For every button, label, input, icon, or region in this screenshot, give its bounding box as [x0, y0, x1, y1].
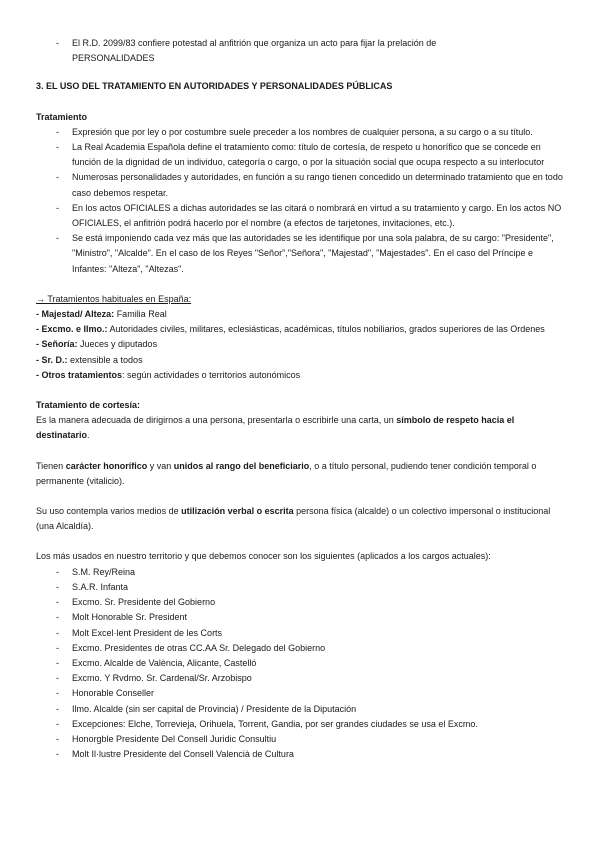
- list-item-text: Honorable Conseller: [72, 688, 155, 699]
- list-item: [36, 170, 564, 200]
- intro-list: [36, 36, 564, 66]
- list-item: [36, 641, 564, 656]
- bullet-dash: -: [56, 142, 59, 153]
- list-item: [36, 610, 564, 625]
- list-item-text: Molt Il·lustre Presidente del Consell Valencià de Cultura: [72, 749, 294, 760]
- text-span: .: [87, 430, 90, 441]
- list-item: [36, 656, 564, 671]
- list-item-text: En los actos OFICIALES a dichas autoridades se las citará o nombrará en virtud a su tratamiento y cargo. En los actos NO OFICIALES, el anfitrión podrá hacerlo por el nombre (a efectos de tarjetones, invitaciones, etc.).: [72, 202, 562, 229]
- bullet-dash: -: [56, 627, 59, 638]
- list-item: [36, 595, 564, 610]
- tratamiento-desc: Jueces y diputados: [77, 339, 158, 350]
- list-item: [36, 686, 564, 701]
- list-item: [36, 702, 564, 717]
- tratamiento-heading: Tratamiento: [36, 111, 88, 122]
- list-item-text: Excmo. Presidentes de otras CC.AA Sr. Delegado del Gobierno: [72, 642, 326, 653]
- list-item: [36, 747, 564, 762]
- list-item-text: Se está imponiendo cada vez más que las autoridades se les identifique por una sola palabra, de su cargo: "Presidente", "Ministro", "Alcalde". En el caso de los Reyes "Señor","Señora", "Majestad", "Majestades". En el caso del Príncipe e Infantes: "Alteza", "Altezas".: [72, 233, 554, 274]
- bullet-dash: -: [56, 749, 59, 760]
- cortesia-heading: Tratamiento de cortesía:: [36, 400, 141, 411]
- bullet-dash: -: [56, 703, 59, 714]
- tratamiento-row: [36, 368, 564, 383]
- text-span: Tienen: [36, 460, 66, 471]
- text-span: persona física (alcalde) o un colectivo impersonal o institucional (una Alcaldía).: [36, 506, 551, 532]
- cortesia-paragraph: [36, 459, 564, 489]
- bullet-dash: -: [56, 657, 59, 668]
- intro-line: El R.D. 2099/83 confiere potestad al anfitrión que organiza un acto para fijar la prelación de: [72, 38, 437, 48]
- bullet-dash: -: [56, 688, 59, 699]
- habituales-heading: → Tratamientos habituales en España:: [36, 293, 192, 304]
- habituales-list: [36, 307, 564, 383]
- list-item: [36, 671, 564, 686]
- list-item-text: Expresión que por ley o por costumbre suele preceder a los nombres de cualquier persona, a su cargo o a su título.: [72, 126, 533, 137]
- bullet-dash: -: [56, 612, 59, 623]
- document-page: [36, 36, 564, 762]
- tratamiento-desc: extensible a todos: [67, 354, 143, 365]
- cargos-list: [36, 565, 564, 763]
- list-item-text: Honorgble Presidente Del Consell Juridic Consultiu: [72, 733, 277, 744]
- bullet-dash: -: [56, 202, 59, 213]
- list-item-text: La Real Academia Española define el tratamiento como: título de cortesía, de respeto u honorífico que se concede en función de la dignidad de un individuo, categoría o cargo, o por la situación social que ocupa respecto a su interlocutor: [72, 142, 545, 168]
- tratamiento-term: - Señoría:: [36, 339, 78, 350]
- list-item-text: S.M. Rey/Reina: [72, 566, 136, 577]
- section-title: 3. EL USO DEL TRATAMIENTO EN AUTORIDADES Y PERSONALIDADES PÚBLICAS: [36, 81, 393, 92]
- tratamiento-list: [36, 125, 564, 277]
- bullet-dash: -: [56, 233, 59, 244]
- list-item: [36, 565, 564, 580]
- list-item: [36, 36, 564, 66]
- tratamiento-term: - Majestad/ Alteza:: [36, 309, 115, 320]
- list-item-text: Molt Honorable Sr. President: [72, 612, 188, 623]
- text-bold: símbolo de respeto hacia el destinatario: [36, 415, 515, 441]
- tratamiento-desc: Familia Real: [114, 309, 167, 320]
- text-bold: utilización verbal o escrita: [181, 506, 294, 517]
- list-item: [36, 125, 564, 140]
- tratamiento-row: [36, 307, 564, 322]
- list-item-text: Excmo. Sr. Presidente del Gobierno: [72, 597, 216, 608]
- tratamiento-row: [36, 353, 564, 368]
- text-span: Su uso contempla varios medios de: [36, 506, 182, 517]
- list-item: [36, 140, 564, 170]
- list-item-text: Excmo. Y Rvdmo. Sr. Cardenal/Sr. Arzobispo: [72, 673, 252, 684]
- list-item-text: Excepciones: Elche, Torrevieja, Orihuela, Torrent, Gandia, por ser grandes ciudades se usa el Excmo.: [72, 718, 478, 729]
- text-span: y van: [147, 460, 174, 471]
- cortesia-paragraph: [36, 504, 564, 534]
- text-span: Es la manera adecuada de dirigirnos a una persona, presentarla o escribirle una carta, un: [36, 415, 397, 426]
- list-item-text: Ilmo. Alcalde (sin ser capital de Provincia) / Presidente de la Diputación: [72, 703, 357, 714]
- bullet-dash: -: [56, 126, 59, 137]
- text-span: , o a título personal, pudiendo tener condición temporal o permanente (vitalicio).: [36, 460, 537, 486]
- bullet-dash: -: [56, 581, 59, 592]
- cortesia-paragraph: [36, 413, 564, 443]
- list-item: [36, 732, 564, 747]
- tratamiento-row: [36, 337, 564, 352]
- list-item: [36, 717, 564, 732]
- bullet-dash: -: [56, 718, 59, 729]
- list-item: [36, 231, 564, 277]
- text-bold: carácter honorífico: [65, 460, 148, 471]
- list-item-text: S.A.R. Infanta: [72, 581, 129, 592]
- tratamiento-term: - Otros tratamientos: [36, 369, 123, 380]
- list-item: [36, 580, 564, 595]
- tratamiento-row: [36, 322, 564, 337]
- intro-line: PERSONALIDADES: [72, 53, 155, 64]
- bullet-dash: -: [56, 172, 59, 183]
- text-bold: unidos al rango del beneficiario: [173, 460, 310, 471]
- bullet-dash: -: [56, 642, 59, 653]
- list-item-text: Molt Excel·lent President de les Corts: [72, 627, 223, 638]
- tratamiento-term: - Excmo. e Ilmo.:: [36, 324, 108, 335]
- cortesia-paragraph: Los más usados en nuestro territorio y que debemos conocer son los siguientes (aplicados a los cargos actuales):: [36, 551, 491, 562]
- bullet-dash: -: [56, 733, 59, 744]
- list-item: [36, 201, 564, 231]
- bullet-dash: -: [56, 566, 59, 577]
- bullet-dash: -: [56, 673, 59, 684]
- list-item-text: Numerosas personalidades y autoridades, en función a su rango tienen concedido un determinado tratamiento que en todo caso debemos respetar.: [72, 172, 563, 198]
- bullet-dash: -: [56, 597, 59, 608]
- tratamiento-desc: : según actividades o territorios autonómicos: [122, 369, 301, 380]
- tratamiento-desc: Autoridades civiles, militares, eclesiásticas, académicas, títulos nobiliarios, grados superiores de las Ordenes: [107, 324, 545, 335]
- list-item: [36, 626, 564, 641]
- tratamiento-term: - Sr. D.:: [36, 354, 68, 365]
- bullet-dash: -: [56, 38, 59, 48]
- list-item-text: Excmo. Alcalde de València, Alicante, Castelló: [72, 657, 257, 668]
